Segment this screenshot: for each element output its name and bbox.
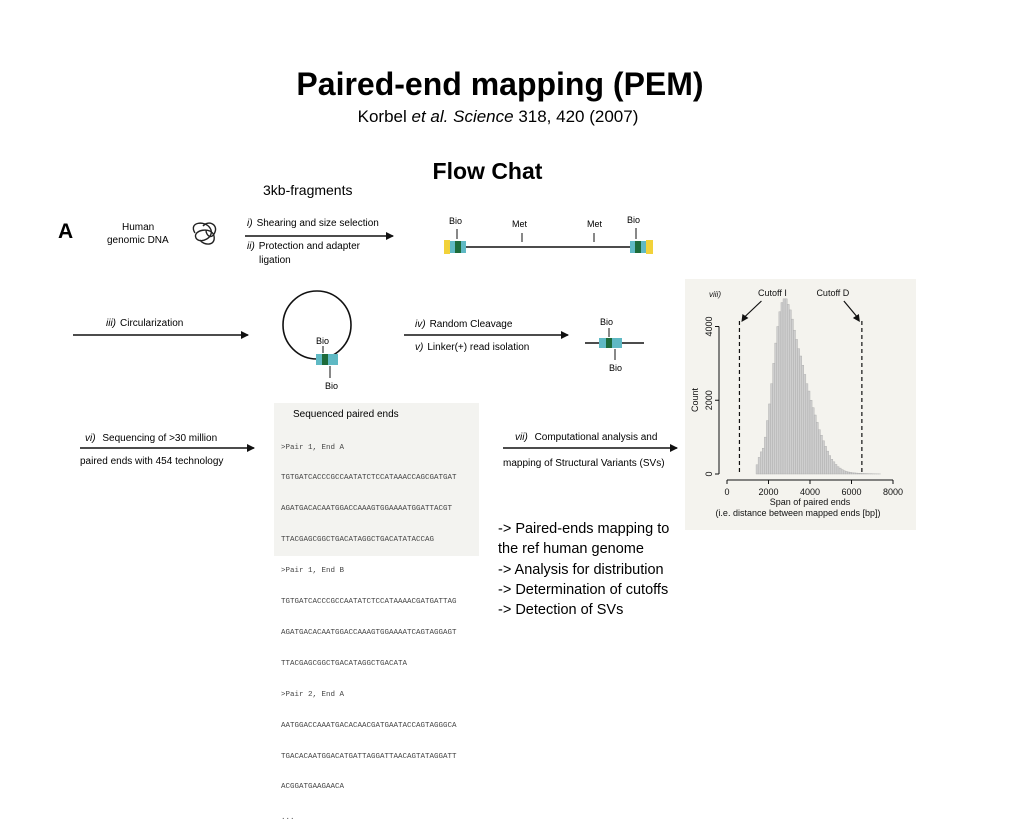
histogram-bar [779,312,781,474]
flow-chart-subtitle: Flow Chat [0,158,975,185]
histogram-bar [847,472,849,474]
dna-tangle-icon [193,223,215,244]
y-tick-label: 0 [704,471,714,476]
histogram-bar [787,304,789,474]
histogram-bar [783,299,785,474]
histogram-bar [843,471,845,474]
histogram-bar [762,448,764,474]
sequence-line: ACGGATGAAGAACA [281,782,457,792]
histogram-bar [756,465,758,474]
histogram-bar [775,343,777,474]
step-vi-text-2: paired ends with 454 technology [80,456,223,467]
page-title: Paired-end mapping (PEM) [0,66,1000,103]
histogram-bar [812,408,814,474]
step-iv-text: Random Cleavage [430,319,513,330]
cleaved-bio-top: Bio [600,317,613,327]
histogram-bar [769,404,771,474]
histogram-bar [849,472,851,474]
histogram-bar [802,365,804,474]
step-iv-num: iv) [415,319,426,330]
step-vii-num: vii) [515,432,528,443]
histogram-bar [852,473,854,474]
histogram-bar [822,441,824,474]
x-tick-label: 4000 [800,487,820,497]
fragment-met-2: Met [587,219,602,229]
sequence-line: TTACGAGCGGCTGACATAGGCTGACATATACCAG [281,535,457,545]
fragment-met-1: Met [512,219,527,229]
histogram-bar [831,459,833,474]
histogram-bar [854,473,856,474]
step-ii-text-2: ligation [259,255,291,266]
histogram-bar [858,473,860,474]
histogram-bar [833,462,835,474]
histogram-bar [781,303,783,474]
histogram-bar [804,374,806,474]
cutoff-arrowhead [741,314,748,322]
histogram-bar [856,473,858,474]
histogram-bar [766,421,768,474]
sequence-line: >Pair 1, End B [281,566,457,576]
cleaved-bio-bottom: Bio [609,363,622,373]
sequence-line: AGATGACACAATGGACCAAAGTGGAAAATGGATTACGT [281,504,457,514]
sequence-line: TGTGATCACCCGCCAATATCTCCATAAAACGATGATTAG [281,597,457,607]
cutoff-label: Cutoff D [816,288,849,298]
histogram-bar [862,473,864,474]
note-line: -> Determination of cutoffs [498,580,669,600]
y-tick-label: 2000 [704,390,714,410]
circle-bio-label: Bio [316,336,329,346]
citation-author: Korbel [358,107,412,126]
sequence-line: ... [281,813,457,823]
adapter-fragment-icon [444,228,653,254]
x-tick-label: 8000 [883,487,903,497]
citation-etal: et al. [412,107,449,126]
histogram-bar [773,363,775,474]
sequence-line: >Pair 1, End A [281,443,457,453]
histogram-bar [760,452,762,474]
histogram-bar [845,471,847,474]
histogram-bar [795,339,797,474]
note-line: the ref human genome [498,539,669,559]
y-tick-label: 4000 [704,316,714,336]
human-dna-label-2: genomic DNA [107,235,169,246]
histogram-bar [814,415,816,474]
histogram-bar [791,319,793,474]
fragment-bio-left: Bio [449,216,462,226]
sequence-heading: Sequenced paired ends [293,409,399,420]
histogram-bar [825,446,827,474]
step-i-num: i) [247,218,253,229]
cleaved-fragment-icon [585,328,644,360]
x-axis-label-line2: (i.e. distance between mapped ends [bp]) [715,508,880,518]
panel-letter: A [58,220,73,244]
x-tick-label: 6000 [841,487,861,497]
circle-bio-bottom-label: Bio [325,381,338,391]
citation-journal: Science [453,107,513,126]
histogram-bar [820,435,822,474]
y-axis-label: Count [690,388,700,413]
histogram-bar [810,400,812,474]
histogram-bar [806,384,808,474]
histogram-bar [827,451,829,474]
note-line: -> Analysis for distribution [498,560,669,580]
sequence-line: TGTGATCACCCGCCAATATCTCCATAAACCAGCGATGAT [281,473,457,483]
histogram-bar [758,457,760,474]
step-ii-text-1: Protection and adapter [259,241,360,252]
step-i-text: Shearing and size selection [257,218,379,229]
x-axis-label: Span of paired ends [770,497,851,507]
sequence-line: >Pair 2, End A [281,690,457,700]
fragment-note: 3kb-fragments [263,182,352,198]
histogram-bar [764,437,766,474]
x-tick-label: 0 [724,487,729,497]
span-histogram-chart [685,279,916,530]
step-v-text: Linker(+) read isolation [427,342,529,353]
histogram-bar [785,299,787,474]
histogram-bar [860,473,862,474]
step-iii-text: Circularization [120,318,183,329]
histogram-bar [798,349,800,474]
histogram-bar [835,464,837,474]
histogram-bar [789,310,791,474]
step-vi-num: vi) [85,433,96,444]
fragment-bio-right: Bio [627,215,640,225]
step-vii-text-2: mapping of Structural Variants (SVs) [503,458,665,469]
note-line: -> Paired-ends mapping to [498,519,669,539]
histogram-bar [837,467,839,474]
step-v-num: v) [415,342,423,353]
panel-label: viii) [709,290,721,299]
sequence-line: AGATGACACAATGGACCAAAGTGGAAAATCAGTAGGAGT [281,628,457,638]
step-vii-text-1: Computational analysis and [535,432,658,443]
histogram-bar [793,330,795,474]
histogram-bar [816,422,818,474]
histogram-bar [818,430,820,474]
sequence-line: TTACGAGCGGCTGACATAGGCTGACATA [281,659,457,669]
step-vi-text-1: Sequencing of >30 million [102,433,217,444]
citation-ref: 318, 420 (2007) [514,107,639,126]
histogram-bar [800,356,802,474]
sequence-line: TGACACAATGGACATGATTAGGATTAACAGTATAGGATT [281,752,457,762]
sequence-line: AATGGACCAAATGACACAACGATGAATACCAGTAGGGCA [281,721,457,731]
cutoff-label: Cutoff I [758,288,787,298]
human-dna-label-1: Human [122,222,154,233]
x-tick-label: 2000 [758,487,778,497]
histogram-bar [841,470,843,474]
histogram-bar [829,456,831,474]
step-iii-num: iii) [106,318,116,329]
histogram-bar [839,468,841,474]
histogram-bar [777,327,779,475]
histogram-bar [771,384,773,474]
histogram-bar [808,391,810,474]
note-line: -> Detection of SVs [498,600,669,620]
step-ii-num: ii) [247,241,255,252]
circularized-fragment-icon [283,291,351,378]
